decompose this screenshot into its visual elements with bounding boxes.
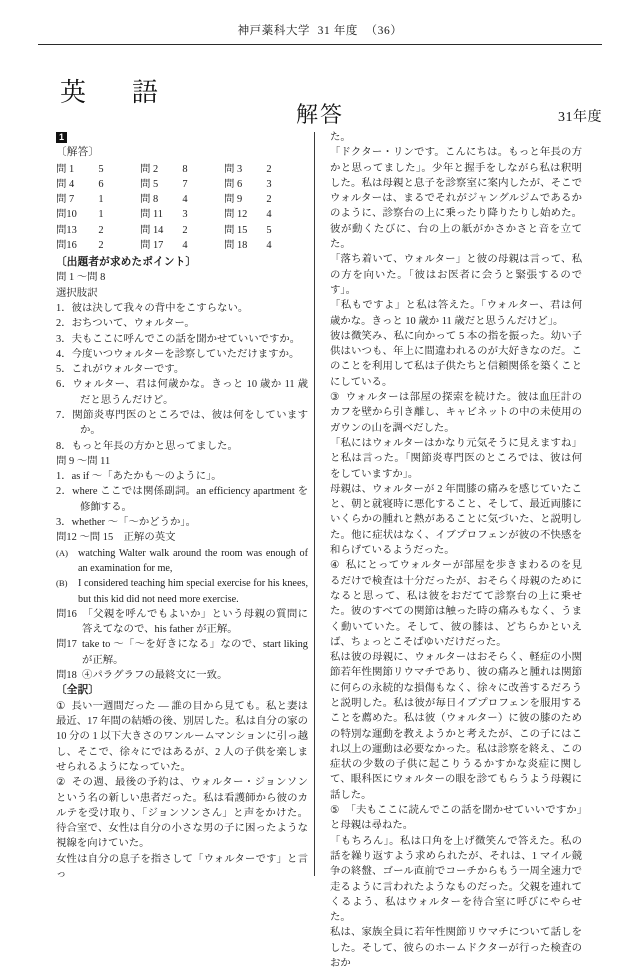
paragraph-text: た。: [330, 132, 351, 143]
answer-gap: [112, 238, 140, 253]
answer-gap: [196, 223, 224, 238]
answer-label: 問13: [56, 224, 77, 236]
translation-paragraph: [330, 925, 582, 971]
paragraph-text: 長い一週間だった ― 誰の目から見ても。私と妻は最近、17 年間の結婚の後、別居した。私は自分の家の 10 分の 1 以下大きさのワンルームマンションに引っ越し、そこで、徐々にではあるが、2 人の子供を楽しませられるようになっていた。: [56, 700, 308, 773]
answer-label: 問 15: [224, 224, 248, 236]
explanation-text: ④パラグラフの最終文に一致。: [82, 670, 228, 682]
answer-value: 8: [182, 163, 188, 175]
choice-item: 6．ウォルター、君は何歳かな。きっと 10 歳か 11 歳だと思うんだけど。: [56, 379, 308, 406]
paragraph-text: 母親は、ウォルターが 2 年間膝の痛みを感じていたこと、朝と就寝時に悪化すること、そして、最近両膝にいくらかの腫れと熱があることに気づいた、と説明した。他に症状はなく、イブプロフェンが彼の不快感を和らげているようだった。: [330, 483, 582, 557]
answer-label: 問 5: [140, 178, 159, 190]
translation-paragraph: [330, 558, 582, 650]
paragraph-text: 「私もですよ」と私は答えた。「ウォルター、君は何歳かな。きっと 10 歳か 11 歳だと思うんだけど」。: [330, 300, 582, 327]
answer-gap: [112, 162, 140, 177]
translation-paragraph: [56, 775, 308, 851]
choice-item: 8．もっと年長の方かと思ってました。: [56, 440, 238, 452]
explanation-text: take to ～「～を好きになる」なので、start liking が正解。: [82, 639, 308, 666]
translation-heading: 〔全訳〕: [56, 685, 100, 697]
choice-item: 4．今度いつウォルターを診察していただけますか。: [56, 348, 300, 360]
right-translation-paragraphs: [330, 130, 582, 971]
paragraph-text: 彼は微笑み、私に向かって 5 本の指を振った。幼い子供はいつも、年上に間違われるのが大好きなのだ。このことを利用して私は子供たちと信頼関係を築くことにしている。: [330, 330, 582, 388]
translation-paragraph: [330, 834, 582, 926]
answer-value: 3: [266, 178, 272, 190]
translation-paragraph: [330, 650, 582, 803]
answer-label: 問 14: [140, 224, 164, 236]
english-answer-list: [56, 546, 308, 607]
answer-gap: [196, 162, 224, 177]
header-university: 神戸薬科大学: [237, 25, 311, 37]
title-block: [0, 72, 640, 130]
column-divider: [314, 132, 315, 876]
answer-label: 問 11: [140, 209, 163, 221]
right-column: [330, 130, 582, 970]
choice-item: 1．彼は決して我々の背中をこすらない。: [56, 302, 249, 314]
answer-label: 問10: [56, 209, 77, 221]
answer-label: 問 7: [56, 194, 75, 206]
paragraph-text: 私にとってウォルターが部屋を歩きまわるのを見るだけで検査は十分だったが、おそらく母親のためになると思って、私は彼をおだてて診察台の上に乗せた。彼のすべての関節は触った時の痛みもなく、うまく動いていた。そして、彼の膝は、どちらかといえば、ちょっとこそばゆいだけだった。: [330, 560, 582, 648]
explanation-text: 「父親を呼んでもよいか」という母親の質問に答えてなので、his father が正解。: [82, 608, 308, 636]
translation-paragraph: [330, 329, 582, 390]
english-answer-label: (B): [56, 578, 68, 589]
running-header: [0, 22, 640, 38]
answer-value: 6: [98, 178, 104, 190]
english-answer-item: [56, 546, 308, 577]
translation-paragraph: [330, 482, 582, 558]
answer-label: 問 18: [224, 239, 248, 251]
translation-paragraph: [56, 699, 308, 775]
paragraph-text: 私は彼の母親に、ウォルターはおそらく、軽症の小関節若年性関節リウマチであり、彼の痛みと腫れは関節に何らの永続的な損傷もなく、徐々に改善するだろうと説明した。私は彼が毎日イブプロフェンを服用することを薦めた。私は彼（ウォルター）に彼の膝のための特別な運動を教えようかと考えたが、この子にはこれ以上の運動は必要なかった。私は診察を終え、この症状の少数の子供に起こりうるかすかな炎症に関して、眼科医にウォルターの眼を診てもらうよう母親に話した。: [330, 652, 582, 801]
paragraph-text: 女性は自分の息子を指さして「ウォルターです」と言っ: [56, 853, 308, 881]
answer-value: 2: [98, 224, 104, 236]
answer-value: 4: [182, 239, 188, 251]
choice-item: 7．関節炎専門医のところでは、彼は何をしていますか。: [56, 410, 308, 437]
paragraph-text: 「夫もここに読んでこの話を聞かせていいですか」と母親は尋ねた。: [330, 805, 582, 832]
question-number-badge: 1: [56, 132, 67, 143]
explanation-item: [56, 607, 308, 638]
answer-value: 1: [98, 209, 104, 221]
answer-gap: [196, 238, 224, 253]
question-range-9-11: 問 9 ～問 11: [56, 455, 111, 467]
answer-gap: [112, 192, 140, 207]
answer-value: 5: [266, 224, 272, 236]
answer-gap: [112, 177, 140, 192]
grammar-note-item: 3．whether ～「～かどうか」。: [56, 517, 196, 529]
answer-label: 問 9: [224, 194, 243, 206]
answer-gap: [196, 207, 224, 222]
explanation-label: 問18: [56, 670, 77, 682]
paragraph-text: 「落ち着いて、ウォルター」と彼の母親は言って、私の方を向いた。「彼はお医者に会うと緊張するのです」。: [330, 254, 582, 296]
answer-row: [56, 238, 280, 253]
translation-paragraph: [330, 252, 582, 298]
paragraph-number: ⑤: [330, 805, 340, 817]
answer-label: 問 3: [224, 163, 243, 175]
english-answer-text: I considered teaching him special exercise for his knees, but this kid did not need more exercise.: [78, 578, 308, 605]
answers-heading: 〔解答〕: [56, 147, 100, 159]
paragraph-text: 「もちろん」。私は口角を上げ微笑んで答えた。私の話を繰り返すよう求められたが、それは、1 マイル競争の終盤、ゴール直前でコーチからもう一周全速力で走るように言われたようなものだった。父親を連れてくるよう、私はウォルターを待合室に呼びにやらせた。: [330, 835, 582, 924]
answer-row: [56, 192, 280, 207]
answer-row: [56, 177, 280, 192]
explanation-item: [56, 668, 308, 683]
paragraph-text: 「私にはウォルターはかなり元気そうに見えますね」と私は言った。「関節炎専門医のところでは、彼は何をしていますか」。: [330, 437, 582, 480]
grammar-note-list: [56, 469, 308, 530]
points-heading: 〔出題者が求めたポイント〕: [56, 256, 197, 268]
body-columns: [38, 130, 602, 970]
choice-list: [56, 301, 308, 454]
grammar-note-item: 2．where ここでは関係副詞。an efficiency apartment を修飾する。: [56, 486, 308, 513]
explanation-item: [56, 637, 308, 668]
choice-item: 3．夫もここに呼んでこの話を聞かせていいですか。: [56, 333, 301, 345]
header-page-number: （36）: [365, 25, 403, 37]
answer-row: [56, 162, 280, 177]
translation-paragraph: [330, 436, 582, 482]
header-year: 31 年度: [317, 25, 359, 37]
answer-label: 問 12: [224, 209, 248, 221]
header-rule: [38, 44, 602, 45]
translation-paragraph: [330, 803, 582, 834]
answer-label: 問 8: [140, 194, 159, 206]
translation-paragraph: [330, 298, 582, 329]
choice-item: 2．おちついて、ウォルター。: [56, 318, 195, 330]
answer-value: 2: [266, 163, 272, 175]
question-range-1-8: 問 1 ～問 8: [56, 272, 106, 284]
translation-paragraph: [56, 852, 308, 883]
answer-gap: [112, 207, 140, 222]
answer-label: 問 4: [56, 178, 75, 190]
english-answer-label: (A): [56, 547, 68, 558]
answer-value: 2: [266, 194, 272, 206]
answer-label: 問 6: [224, 178, 243, 190]
answer-label: 問 17: [140, 239, 164, 251]
answer-label: 問 2: [140, 163, 159, 175]
paragraph-text: ウォルターは部屋の探索を続けた。彼は血圧計のカフを壁から引き離し、キャビネットの中の未使用のガウンの山を調べだした。: [330, 392, 582, 434]
translation-paragraph: [330, 130, 582, 145]
answer-grid: [56, 162, 280, 253]
explanation-label: 問16: [56, 608, 77, 620]
choice-item: 5．これがウォルターです。: [56, 364, 185, 376]
explanation-label: 問17: [56, 639, 77, 651]
section-title-answers: 解答: [295, 102, 344, 127]
paragraph-text: 私は、家族全員に若年性関節リウマチについて話しをした。そして、彼らのホームドクターが行った検査のおか: [330, 927, 582, 970]
answer-value: 3: [182, 209, 188, 221]
question-range-12-15: 問12 ～問 15 正解の英文: [56, 532, 176, 544]
paragraph-text: 「ドクター・リンです。こんにちは。もっと年長の方かと思ってました」。少年と握手をしながら私は釈明した。私は母親と息子を診察室に案内したが、そこでウォルターは、まるでそれがジャングルジムであるかのように、診察台の上に乗ったり降りたりし始めた。彼が動くたびに、台の上の紙がかさかさと音を立てた。: [330, 147, 582, 251]
paragraph-number: ③: [330, 392, 340, 404]
answer-value: 2: [182, 224, 188, 236]
answer-row: [56, 207, 280, 222]
translation-paragraph: [330, 145, 582, 252]
translation-paragraph: [330, 390, 582, 436]
choices-label: 選択肢訳: [56, 287, 98, 299]
answer-value: 5: [98, 163, 104, 175]
left-column: [56, 130, 308, 880]
answer-gap: [112, 223, 140, 238]
explanation-list: [56, 607, 308, 683]
answer-value: 1: [98, 194, 104, 206]
answer-gap: [196, 192, 224, 207]
title-year: 31年度: [558, 110, 602, 125]
answer-gap: [196, 177, 224, 192]
english-answer-item: [56, 576, 308, 607]
answer-value: 2: [98, 239, 104, 251]
answer-value: 4: [266, 209, 272, 221]
answer-row: [56, 223, 280, 238]
answer-grid-body: [56, 162, 280, 253]
paragraph-number: ①: [56, 700, 66, 712]
answer-label: 問 1: [56, 163, 75, 175]
paragraph-text: その週、最後の予約は、ウォルター・ジョンソンという名の新しい患者だった。私は看護師から彼のカルテを受け取り、「ジョンソンさん」と声をかけた。待合室で、女性は自分の小さな男の子に困ったような視線を向けていた。: [56, 777, 308, 850]
answer-value: 7: [182, 178, 188, 190]
paragraph-number: ④: [330, 560, 340, 572]
grammar-note-item: 1．as if ～「あたかも～のように」。: [56, 471, 222, 483]
answer-value: 4: [182, 194, 188, 206]
answer-label: 問16: [56, 239, 77, 251]
left-translation-paragraphs: [56, 699, 308, 883]
paragraph-number: ②: [56, 777, 66, 789]
subject-title: 英 語: [60, 78, 169, 107]
english-answer-text: watching Walter walk around the room was enough of an examination for me,: [78, 547, 308, 574]
answer-value: 4: [266, 239, 272, 251]
